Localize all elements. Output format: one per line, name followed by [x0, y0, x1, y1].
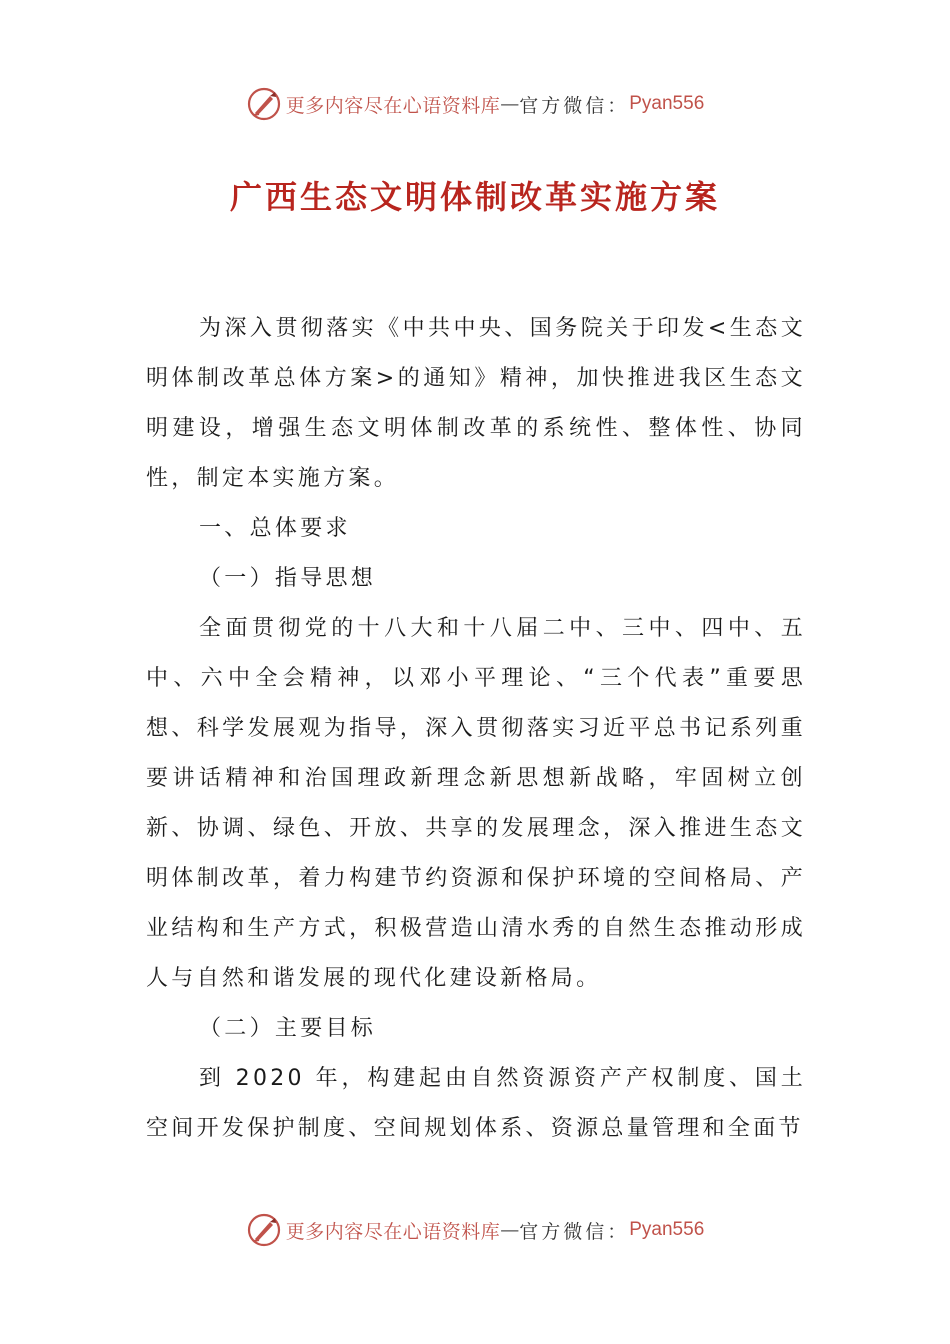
- main-goals-paragraph: 到 2020 年，构建起由自然资源资产产权制度、国土空间开发保护制度、空间规划体系、资源总量管理和全面节: [146, 1066, 806, 1141]
- quill-logo-icon: [246, 1212, 282, 1248]
- quill-logo-icon: [246, 86, 282, 122]
- footer-watermark-banner: [0, 1210, 950, 1250]
- intro-paragraph: 为深入贯彻落实《中共中央、国务院关于印发<生态文明体制改革总体方案>的通知》精神，加快推进我区生态文明建设，增强生态文明体制改革的系统性、整体性、协同性，制定本实施方案。: [146, 316, 806, 491]
- watermark-text: 更多内容尽在心语资料库: [285, 1220, 501, 1243]
- wechat-id: Pyan556: [629, 1219, 705, 1240]
- document-body: [146, 304, 806, 1154]
- watermark-separator: —: [500, 93, 520, 115]
- watermark-separator: —: [500, 1219, 520, 1241]
- subsection-heading-main-goals: （二）主要目标: [199, 1016, 377, 1041]
- subsection-heading-guiding-thought: （一）指导思想: [199, 566, 377, 591]
- document-title: 广西生态文明体制改革实施方案: [229, 178, 720, 216]
- wechat-label: 官方微信：: [519, 1220, 630, 1243]
- wechat-id: Pyan556: [629, 93, 705, 114]
- guiding-thought-paragraph: 全面贯彻党的十八大和十八届二中、三中、四中、五中、六中全会精神，以邓小平理论、“三个代表”重要思想、科学发展观为指导，深入贯彻落实习近平总书记系列重要讲话精神和治国理政新理念新思想新战略，牢固树立创新、协调、绿色、开放、共享的发展理念，深入推进生态文明体制改革，着力构建节约资源和保护环境的空间格局、产业结构和生产方式，积极营造山清水秀的自然生态推动形成人与自然和谐发展的现代化建设新格局。: [146, 616, 806, 991]
- watermark-text: 更多内容尽在心语资料库: [285, 94, 501, 117]
- wechat-label: 官方微信：: [519, 94, 630, 117]
- header-watermark-banner: [0, 84, 950, 124]
- section-heading-general-requirements: 一、总体要求: [199, 516, 351, 541]
